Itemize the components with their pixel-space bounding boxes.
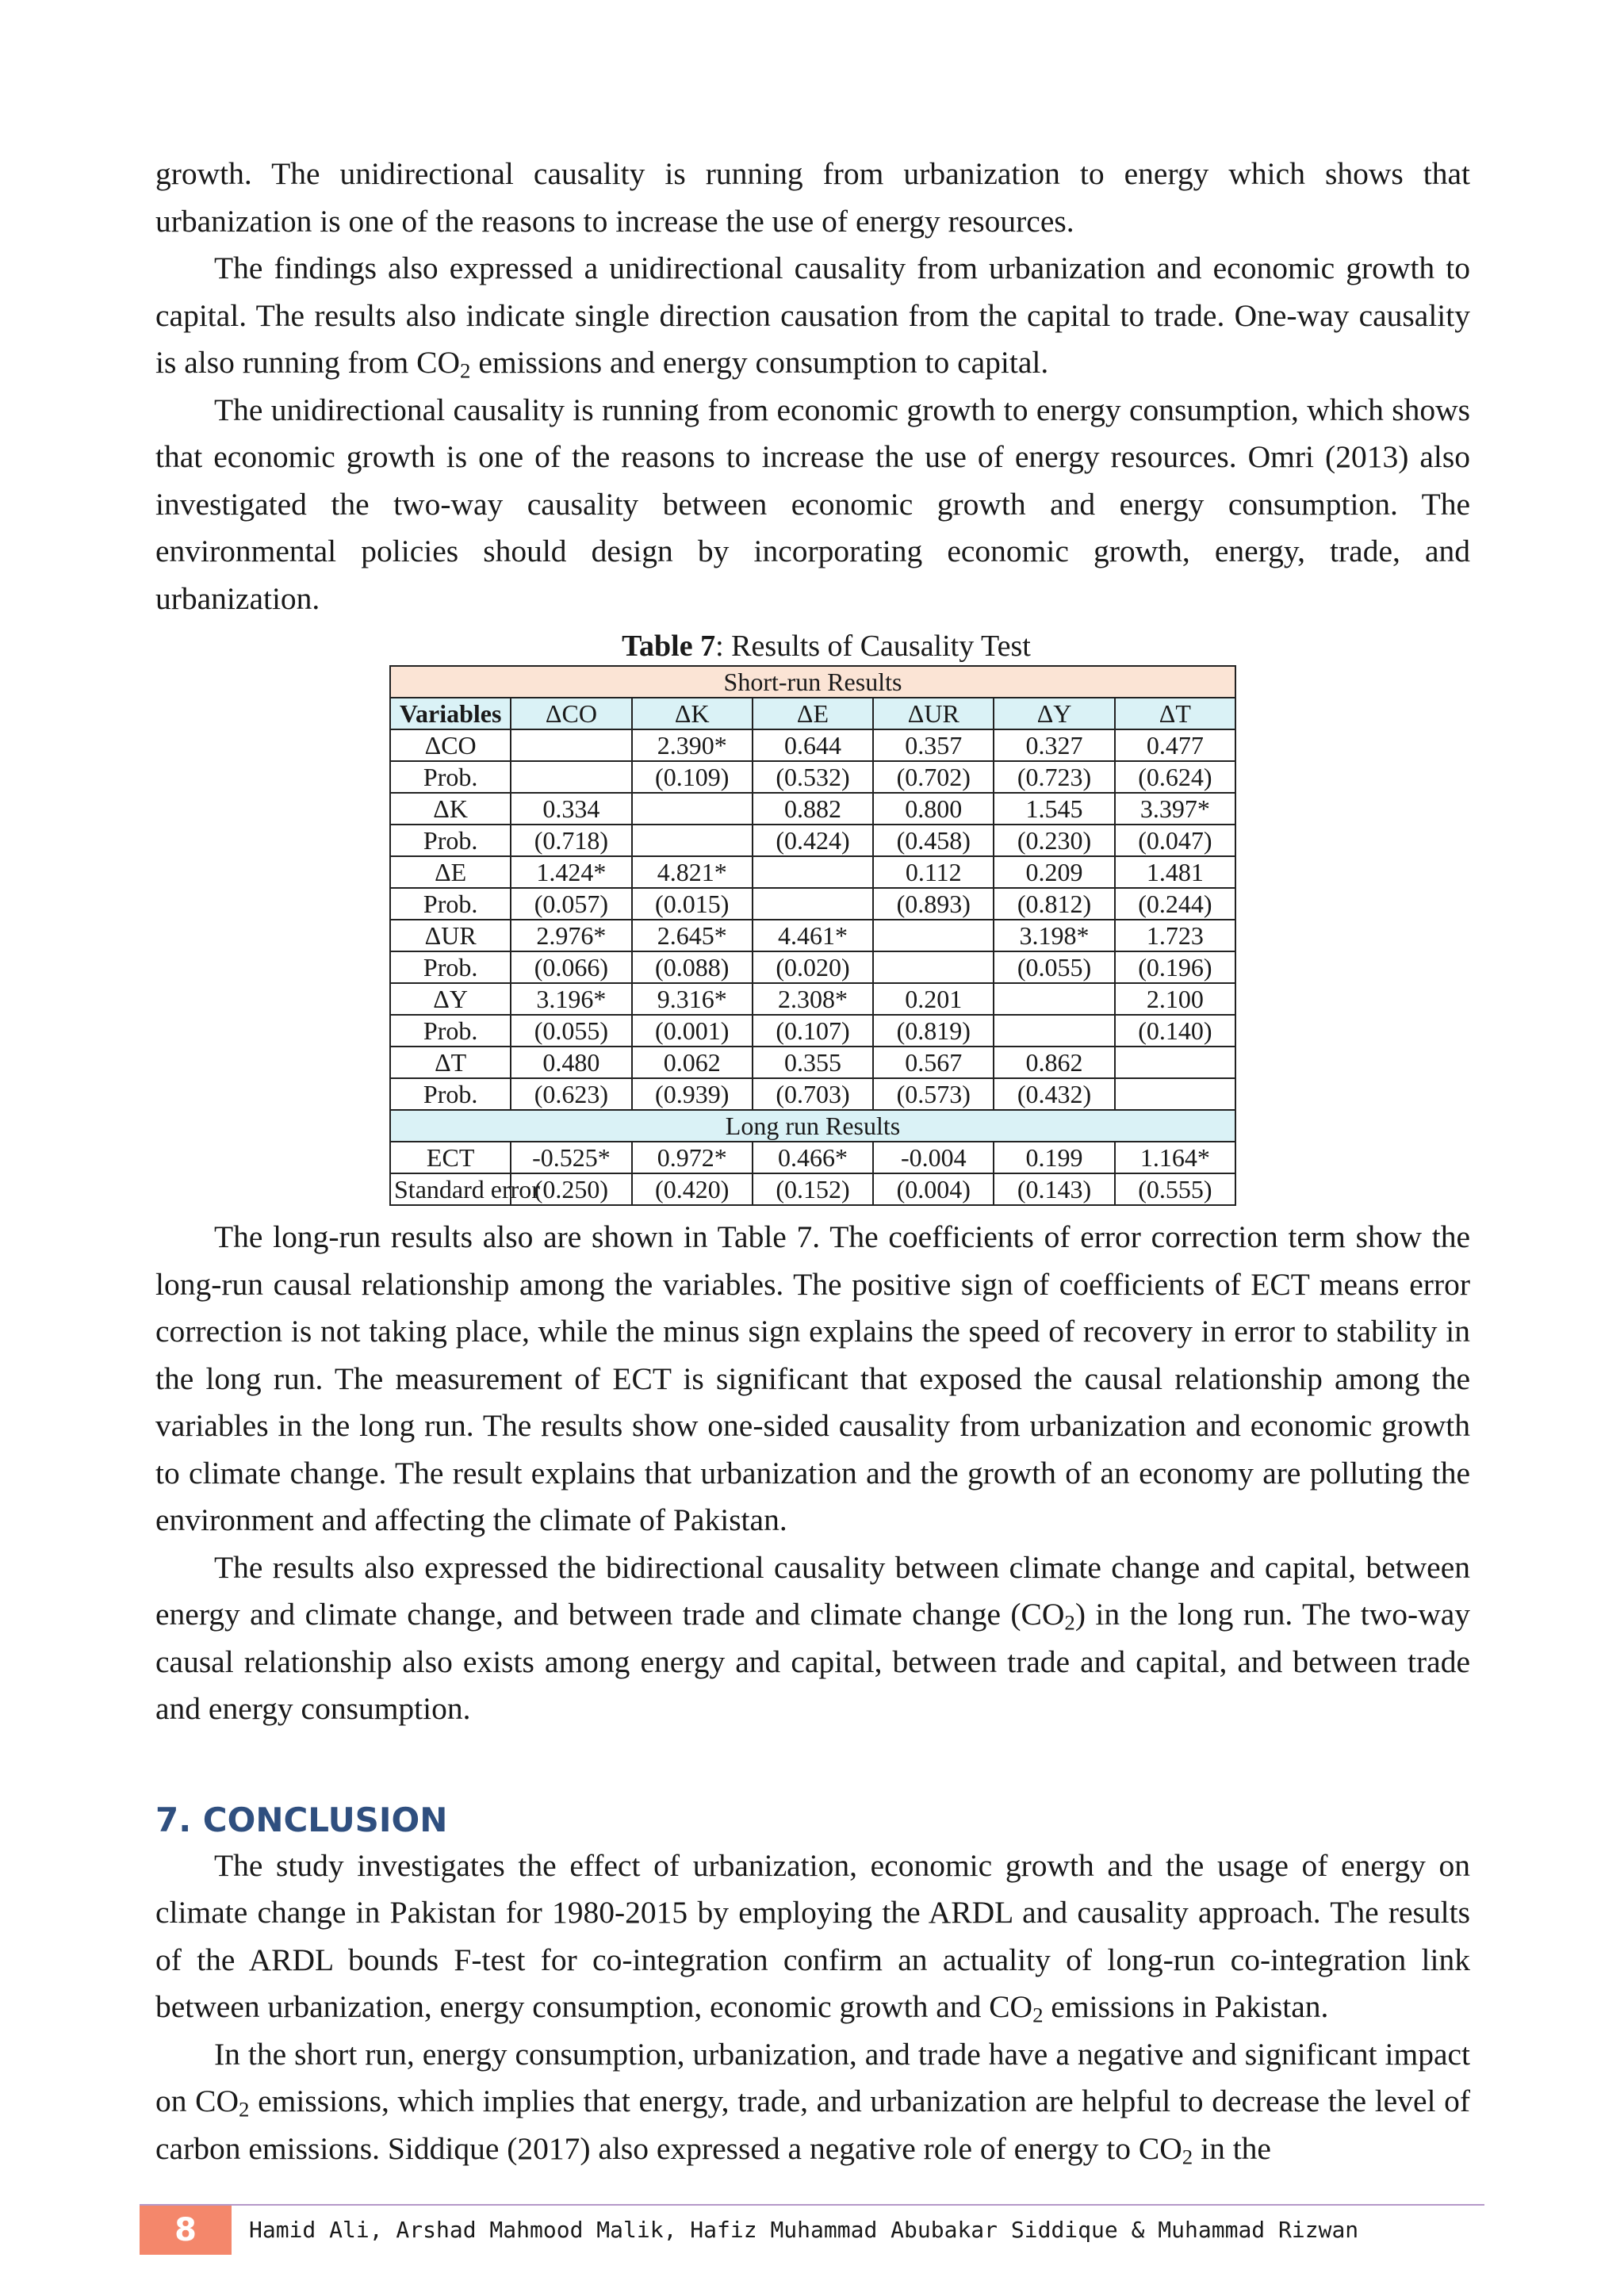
- value-cell: (0.458): [873, 825, 994, 856]
- value-cell: 0.062: [632, 1047, 753, 1078]
- value-cell: (0.066): [511, 951, 631, 983]
- value-cell: 4.461*: [753, 920, 873, 951]
- value-cell: 1.164*: [1115, 1142, 1235, 1173]
- value-cell: (0.420): [632, 1173, 753, 1205]
- value-cell: (0.939): [632, 1078, 753, 1110]
- short-run-row: [390, 825, 1235, 856]
- paragraph-growth-energy: The unidirectional causality is running from economic growth to energy consumption, which shows that economic growth is one of the reasons to increase the use of energy resources. Omri (2013) also investigated the two-way causality between economic growth and energy consumption. The environmental policies should design by incorporating economic growth, energy, trade, and urbanization.: [155, 392, 1470, 616]
- value-cell: 2.308*: [753, 983, 873, 1015]
- value-cell: (0.424): [753, 825, 873, 856]
- header-cell: Variables: [390, 698, 511, 729]
- value-cell: 0.357: [873, 729, 994, 761]
- row-label-cell: Prob.: [390, 951, 511, 983]
- short-run-row: [390, 888, 1235, 920]
- value-cell: (0.718): [511, 825, 631, 856]
- value-cell: (0.819): [873, 1015, 994, 1047]
- row-label-cell: Prob.: [390, 1078, 511, 1110]
- value-cell: (0.140): [1115, 1015, 1235, 1047]
- row-label-cell: Standard error: [390, 1173, 511, 1205]
- value-cell: (0.703): [753, 1078, 873, 1110]
- value-cell: 0.480: [511, 1047, 631, 1078]
- value-cell: (0.001): [632, 1015, 753, 1047]
- value-cell: 0.466*: [753, 1142, 873, 1173]
- value-cell: (0.020): [753, 951, 873, 983]
- short-run-title: Short-run Results: [390, 666, 1235, 698]
- value-cell: (0.047): [1115, 825, 1235, 856]
- paragraph-capital-causality: The findings also expressed a unidirectional causality from urbanization and economic growth to capital. The results also indicate single direction causation from the capital to trade. One-way causality is also running from $CO_2$ emissions and energy consumption to capital.: [155, 251, 1470, 383]
- value-cell: 1.481: [1115, 856, 1235, 888]
- value-cell: (0.250): [511, 1173, 631, 1205]
- value-cell: (0.244): [1115, 888, 1235, 920]
- paragraph-bidirectional: The results also expressed the bidirectional causality between climate change and capital, between energy and climate change, and between trade and climate change $(CO_2)$ in the long run. The two-way causal relationship also exists among energy and capital, between trade and capital, and between trade and energy consumption.: [155, 1549, 1471, 1726]
- value-cell: (0.107): [753, 1015, 873, 1047]
- value-cell: (0.432): [994, 1078, 1114, 1110]
- value-cell: (0.055): [511, 1015, 631, 1047]
- table-label: Table 7: [622, 629, 716, 663]
- short-run-row: [390, 729, 1235, 761]
- value-cell: 1.424*: [511, 856, 631, 888]
- short-run-row: [390, 793, 1235, 825]
- value-cell: (0.702): [873, 761, 994, 793]
- paragraph-conclusion-2: In the short run, energy consumption, urbanization, and trade have a negative and significant impact on $CO_2$ emissions, which implies that energy, trade, and urbanization are helpful to decrease the level of carbon emissions. Siddique (2017) also expressed a negative role of energy to $CO_2$ in the: [155, 2036, 1471, 2169]
- row-label-cell: ΔE: [390, 856, 511, 888]
- value-cell: [632, 793, 753, 825]
- long-run-title: Long run Results: [390, 1110, 1235, 1142]
- long-run-row: [390, 1173, 1235, 1205]
- short-run-row: [390, 1015, 1235, 1047]
- header-cell: ΔCO: [511, 698, 631, 729]
- paragraph-long-run-results: The long-run results also are shown in Table 7. The coefficients of error correction term show the long-run causal relationship among the variables. The positive sign of coefficients of ECT means error correction is not taking place, while the minus sign explains the speed of recovery in error to stability in the long run. The measurement of ECT is significant that exposed the causal relationship among the variables in the long run. The results show one-sided causality from urbanization and economic growth to climate change. The result explains that urbanization and the growth of an economy are polluting the environment and affecting the climate of Pakistan.: [155, 1219, 1470, 1537]
- value-cell: 0.800: [873, 793, 994, 825]
- value-cell: 3.196*: [511, 983, 631, 1015]
- value-cell: (0.015): [632, 888, 753, 920]
- short-run-row: [390, 920, 1235, 951]
- value-cell: 9.316*: [632, 983, 753, 1015]
- value-cell: (0.057): [511, 888, 631, 920]
- value-cell: (0.624): [1115, 761, 1235, 793]
- value-cell: 0.355: [753, 1047, 873, 1078]
- value-cell: [511, 729, 631, 761]
- value-cell: 0.644: [753, 729, 873, 761]
- row-label-cell: ΔK: [390, 793, 511, 825]
- short-run-section-row: [390, 666, 1235, 698]
- value-cell: (0.230): [994, 825, 1114, 856]
- value-cell: (0.812): [994, 888, 1114, 920]
- value-cell: 0.112: [873, 856, 994, 888]
- value-cell: 0.327: [994, 729, 1114, 761]
- header-cell: ΔE: [753, 698, 873, 729]
- value-cell: 3.198*: [994, 920, 1114, 951]
- value-cell: (0.532): [753, 761, 873, 793]
- value-cell: (0.055): [994, 951, 1114, 983]
- value-cell: 0.882: [753, 793, 873, 825]
- value-cell: 0.334: [511, 793, 631, 825]
- causality-table: [389, 665, 1236, 1206]
- value-cell: 2.390*: [632, 729, 753, 761]
- value-cell: [753, 888, 873, 920]
- value-cell: (0.623): [511, 1078, 631, 1110]
- value-cell: 2.100: [1115, 983, 1235, 1015]
- footer-authors: Hamid Ali, Arshad Mahmood Malik, Hafiz Muhammad Abubakar Siddique & Muhammad Rizwan: [249, 2217, 1359, 2243]
- value-cell: [1115, 1078, 1235, 1110]
- value-cell: 4.821*: [632, 856, 753, 888]
- short-run-row: [390, 983, 1235, 1015]
- value-cell: [753, 856, 873, 888]
- value-cell: (0.555): [1115, 1173, 1235, 1205]
- value-cell: (0.196): [1115, 951, 1235, 983]
- paragraph-urbanization-energy: growth. The unidirectional causality is running from urbanization to energy which shows that urbanization is one of the reasons to increase the use of energy resources.: [155, 156, 1470, 239]
- header-cell: ΔT: [1115, 698, 1235, 729]
- value-cell: (0.573): [873, 1078, 994, 1110]
- short-run-row: [390, 856, 1235, 888]
- value-cell: (0.152): [753, 1173, 873, 1205]
- row-label-cell: Prob.: [390, 825, 511, 856]
- short-run-row: [390, 1078, 1235, 1110]
- row-label-cell: ΔY: [390, 983, 511, 1015]
- row-label-cell: Prob.: [390, 888, 511, 920]
- row-label-cell: ΔCO: [390, 729, 511, 761]
- table-caption: Table 7: Results of Causality Test: [622, 629, 1031, 663]
- header-cell: ΔK: [632, 698, 753, 729]
- value-cell: [1115, 1047, 1235, 1078]
- long-run-section-row: [390, 1110, 1235, 1142]
- section-heading-conclusion: 7. CONCLUSION: [155, 1800, 448, 1839]
- value-cell: 0.201: [873, 983, 994, 1015]
- short-run-row: [390, 761, 1235, 793]
- value-cell: 0.477: [1115, 729, 1235, 761]
- value-cell: [873, 920, 994, 951]
- value-cell: -0.004: [873, 1142, 994, 1173]
- row-label-cell: ΔT: [390, 1047, 511, 1078]
- short-run-row: [390, 951, 1235, 983]
- value-cell: 0.567: [873, 1047, 994, 1078]
- row-label-cell: Prob.: [390, 761, 511, 793]
- value-cell: [994, 1015, 1114, 1047]
- header-cell: ΔY: [994, 698, 1114, 729]
- value-cell: 0.972*: [632, 1142, 753, 1173]
- value-cell: 0.209: [994, 856, 1114, 888]
- value-cell: 3.397*: [1115, 793, 1235, 825]
- value-cell: 0.199: [994, 1142, 1114, 1173]
- row-label-cell: ECT: [390, 1142, 511, 1173]
- value-cell: (0.723): [994, 761, 1114, 793]
- header-cell: ΔUR: [873, 698, 994, 729]
- page-content: [155, 151, 1470, 2172]
- short-run-row: [390, 1047, 1235, 1078]
- value-cell: 1.545: [994, 793, 1114, 825]
- table-header-row: [390, 698, 1235, 729]
- value-cell: (0.893): [873, 888, 994, 920]
- paragraph-conclusion-1: The study investigates the effect of urbanization, economic growth and the usage of energy on climate change in Pakistan for 1980-2015 by employing the ARDL and causality approach. The results of the ARDL bounds F-test for co-integration confirm an actuality of long-run co-integration link between urbanization, energy consumption, economic growth and $CO_2$ emissions in Pakistan.: [155, 1847, 1470, 2027]
- value-cell: 2.645*: [632, 920, 753, 951]
- value-cell: (0.088): [632, 951, 753, 983]
- value-cell: [873, 951, 994, 983]
- value-cell: [511, 761, 631, 793]
- row-label-cell: ΔUR: [390, 920, 511, 951]
- value-cell: -0.525*: [511, 1142, 631, 1173]
- value-cell: 2.976*: [511, 920, 631, 951]
- value-cell: (0.004): [873, 1173, 994, 1205]
- page-footer: [140, 2204, 1484, 2255]
- value-cell: 1.723: [1115, 920, 1235, 951]
- value-cell: (0.143): [994, 1173, 1114, 1205]
- row-label-cell: Prob.: [390, 1015, 511, 1047]
- value-cell: (0.109): [632, 761, 753, 793]
- page-number: 8: [140, 2206, 232, 2255]
- long-run-row: [390, 1142, 1235, 1173]
- value-cell: [994, 983, 1114, 1015]
- value-cell: 0.862: [994, 1047, 1114, 1078]
- value-cell: [632, 825, 753, 856]
